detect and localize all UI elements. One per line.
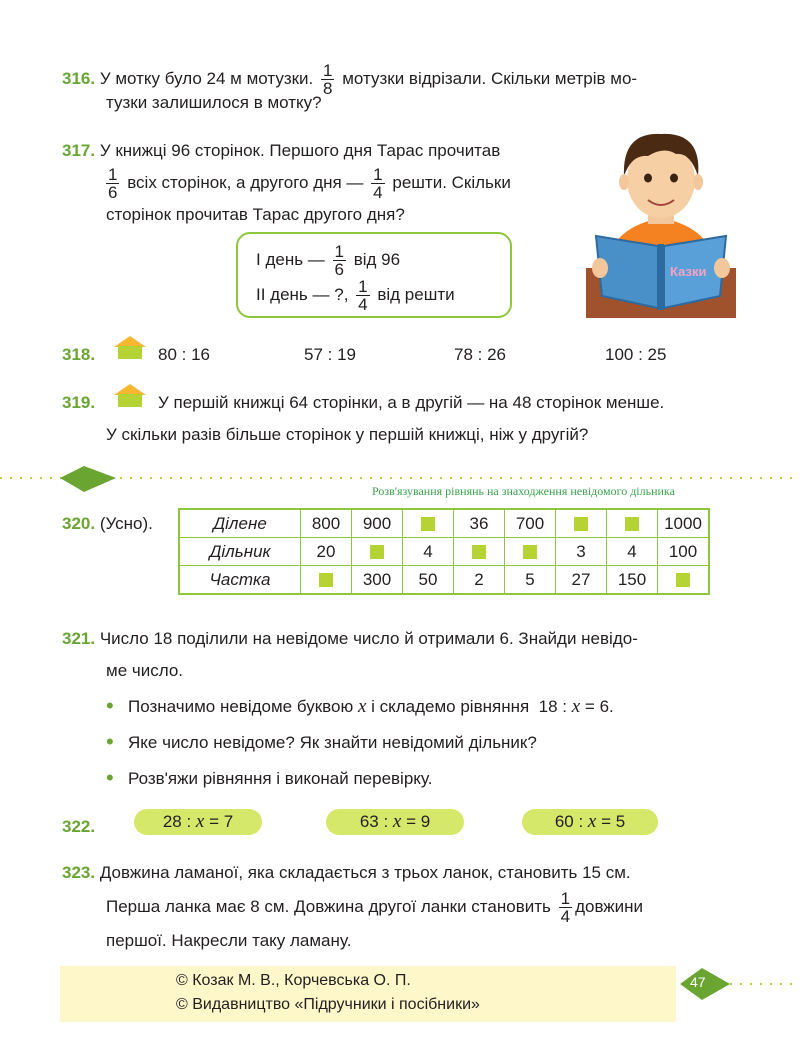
variable-x: x [357, 696, 367, 717]
equation-pill: 60 : x = 5 [522, 809, 658, 835]
problem-number: 321. [62, 629, 96, 648]
problem-number: 322. [62, 817, 96, 836]
variable-x: x [571, 696, 581, 717]
problem-321-line1: 321. Число 18 поділили на невідоме число й отримали 6. Знайди невідо- [62, 629, 638, 648]
fraction: $\frac{1}{8}$ [323, 61, 333, 98]
fraction: $\frac{1}{6}$ [334, 242, 344, 279]
copyright-publisher: © Видавництво «Підручники і посібники» [176, 996, 480, 1013]
empty-cell-marker [472, 545, 486, 559]
problem-text: мотузки відрізали. Скільки метрів мо- [342, 68, 638, 88]
table-cell: 100 [658, 538, 710, 566]
bullet-item: Розв'яжи рівняння і виконай перевірку. [128, 769, 433, 788]
table-cell: 2 [454, 566, 505, 595]
table-cell: 36 [454, 509, 505, 538]
copyright-authors: © Козак М. В., Корчевська О. П. [176, 972, 411, 989]
empty-cell-marker [370, 545, 384, 559]
empty-cell-marker [676, 573, 690, 587]
problem-323-line1: 323. Довжина ламаної, яка складається з трьох ланок, становить 15 см. [62, 863, 631, 882]
equation-pill: 63 : x = 9 [326, 809, 464, 835]
problem-number: 319. [62, 393, 96, 412]
problem-number: 317. [62, 141, 96, 160]
fraction: $\frac{1}{4}$ [373, 165, 383, 202]
row-header: Ділене [179, 509, 301, 538]
table-cell [301, 566, 352, 595]
table-cell [352, 538, 403, 566]
table-row [179, 509, 709, 538]
problem-text: У мотку було 24 м мотузки. [99, 68, 314, 88]
problem-317-line1: 317. У книжці 96 сторінок. Першого дня Тарас прочитав [62, 141, 501, 160]
problem-text: У скільки разів більше сторінок у першій книжці, ніж у другій? [106, 425, 589, 444]
bullet-icon: • [106, 693, 114, 718]
table-cell [454, 538, 505, 566]
fraction: $\frac{1}{4}$ [358, 277, 368, 314]
empty-cell-marker [319, 573, 333, 587]
table-row [179, 566, 709, 595]
bullet-item: Позначимо невідоме буквою x і складемо рівняння 18 : x = 6. [128, 696, 614, 717]
table-cell [505, 538, 556, 566]
expression: 57 : 19 [304, 345, 356, 364]
table-cell: 5 [505, 566, 556, 595]
table-cell [658, 566, 710, 595]
division-table [178, 508, 710, 595]
problem-number: 320. [62, 514, 96, 533]
table-cell: 4 [403, 538, 454, 566]
table-cell: 27 [556, 566, 607, 595]
fraction: $\frac{1}{4}$ [560, 889, 571, 926]
table-cell: 300 [352, 566, 403, 595]
table-cell [556, 509, 607, 538]
leaf-ornament [60, 466, 116, 492]
problem-317-line2: $\frac{1}{6}$ всіх сторінок, а другого дня — $\frac{1}{4}$ решти. Скільки [108, 165, 511, 202]
bullet-item: Яке число невідоме? Як знайти невідомий дільник? [128, 733, 537, 752]
table-cell [403, 509, 454, 538]
problem-number: 318. [62, 345, 96, 364]
problem-317-line3: сторінок прочитав Тарас другого дня? [106, 205, 405, 224]
table-cell: 3 [556, 538, 607, 566]
row-header: Дільник [179, 538, 301, 566]
boy-reading-illustration [586, 118, 736, 318]
empty-cell-marker [421, 517, 435, 531]
table-cell: 50 [403, 566, 454, 595]
problem-text: У першій книжці 64 сторінки, а в другій — на 48 сторінок менше. [158, 393, 665, 412]
expression: 80 : 16 [158, 345, 210, 364]
row-header: Частка [179, 566, 301, 595]
table-cell: 20 [301, 538, 352, 566]
problem-322 [62, 816, 95, 838]
problem-321-line2: ме число. [106, 661, 184, 680]
table-cell: 900 [352, 509, 403, 538]
bullet-icon: • [106, 765, 114, 790]
table-cell: 150 [607, 566, 658, 595]
table-cell: 1000 [658, 509, 710, 538]
table-row [179, 538, 709, 566]
problem-320 [62, 513, 153, 535]
problem-number: 323. [62, 863, 96, 882]
expression: 78 : 26 [454, 345, 506, 364]
problem-319-line1 [62, 392, 95, 414]
problem-316-line2: тузки залишилося в мотку? [106, 93, 322, 112]
table-cell: 800 [301, 509, 352, 538]
equation-pill: 28 : x = 7 [134, 809, 262, 835]
page-number: 47 [690, 974, 706, 990]
expression: 100 : 25 [605, 345, 667, 364]
problem-note: (Усно). [99, 514, 153, 533]
section-title: Розв'язування рівнянь на знаходження невідомого дільника [372, 484, 675, 498]
fraction: $\frac{1}{6}$ [108, 165, 118, 202]
table-cell: 700 [505, 509, 556, 538]
problem-number: 316. [62, 68, 96, 88]
bullet-icon: • [106, 729, 114, 754]
empty-cell-marker [574, 517, 588, 531]
problem-323-line2: Перша ланка має 8 см. Довжина другої ланки становить $\frac{1}{4}$ довжини [106, 889, 644, 926]
book-title: Казки [670, 264, 707, 279]
home-task-icon [112, 383, 148, 407]
empty-cell-marker [625, 517, 639, 531]
problem-323-line3: першої. Накресли таку ламану. [106, 931, 352, 950]
home-task-icon [112, 335, 148, 359]
hint-line-1: І день — $\frac{1}{6}$ від 96 [256, 242, 401, 279]
table-cell [607, 509, 658, 538]
table-cell: 4 [607, 538, 658, 566]
hint-line-2: ІІ день — ?, $\frac{1}{4}$ від решти [256, 277, 455, 314]
empty-cell-marker [523, 545, 537, 559]
